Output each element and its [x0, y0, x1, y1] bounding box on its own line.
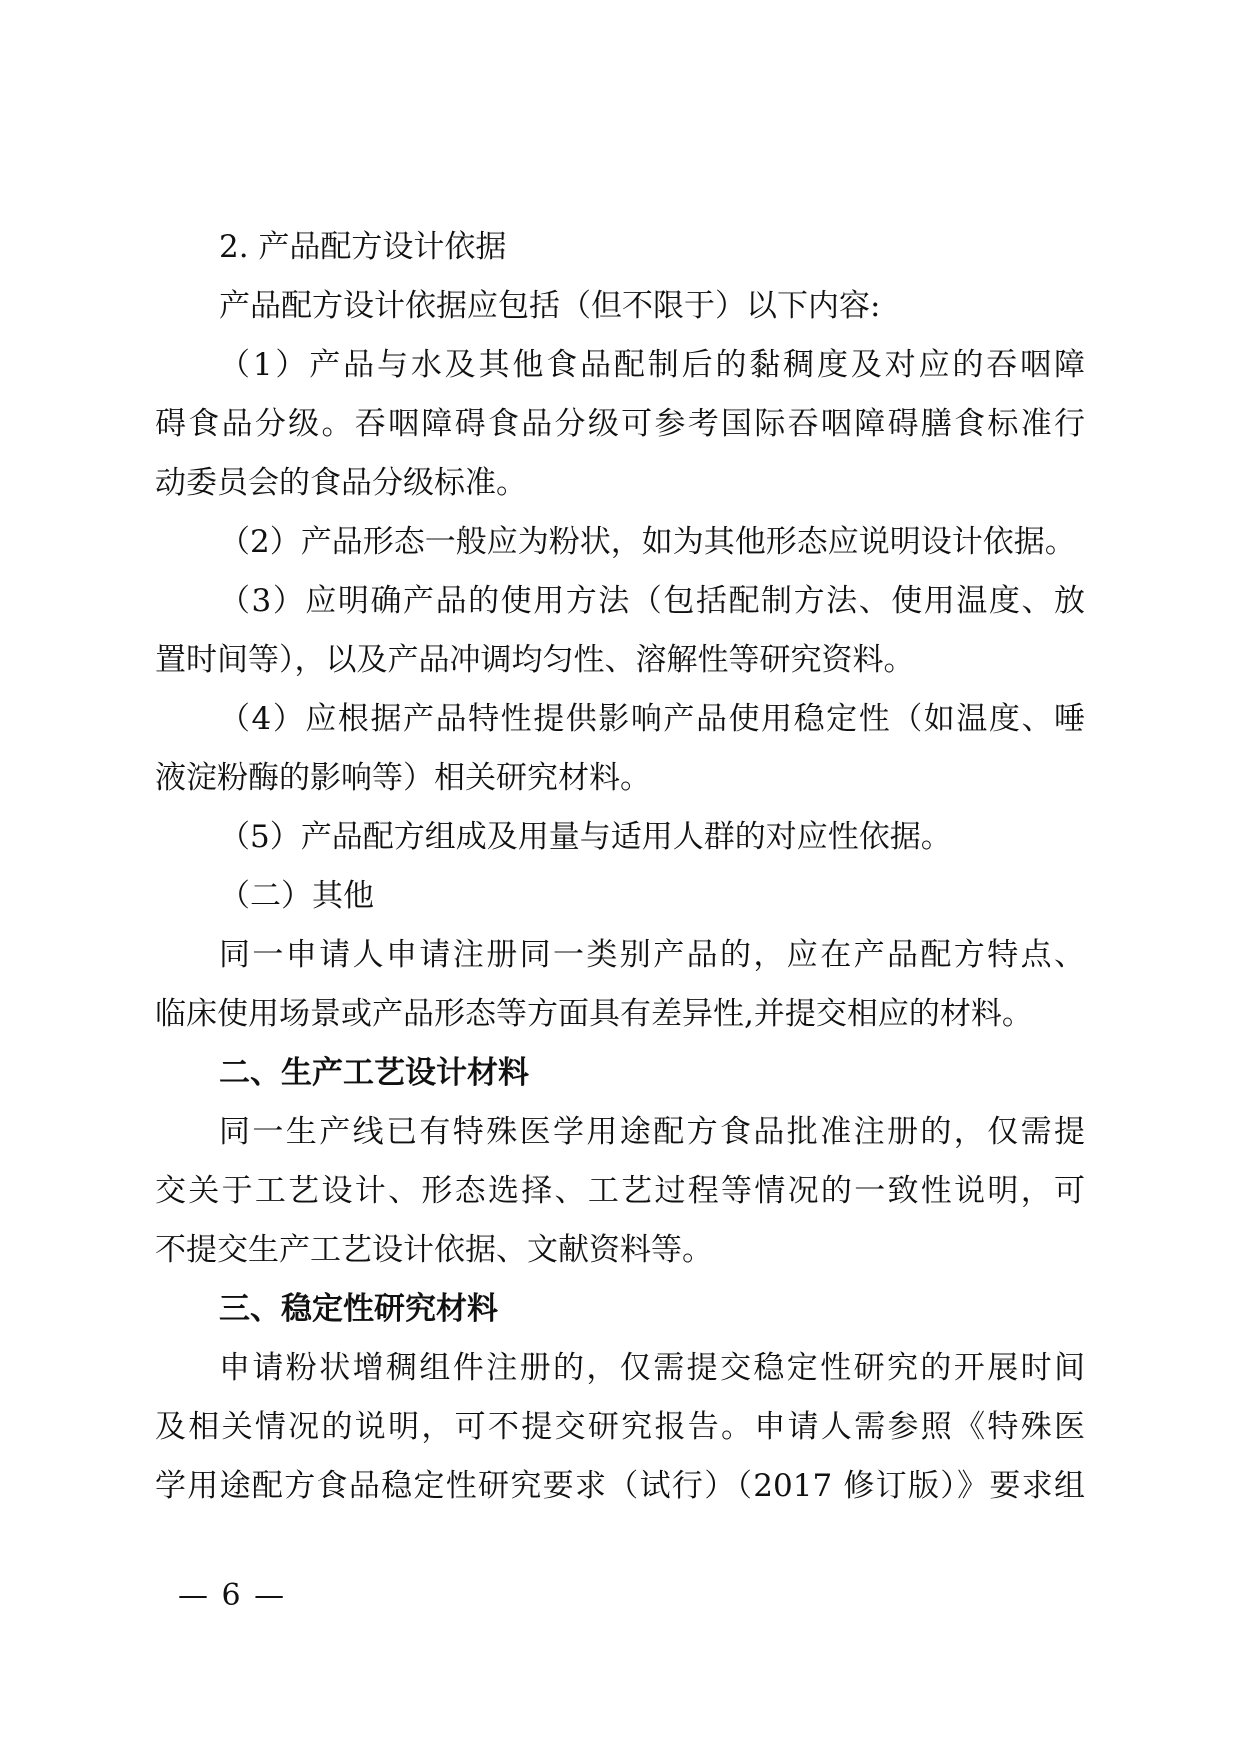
item-5-line-1: （5）产品配方组成及用量与适用人群的对应性依据。 [219, 819, 952, 855]
item-3-line-2: 置时间等），以及产品冲调均匀性、溶解性等研究资料。 [155, 642, 915, 678]
production-body-line-3: 不提交生产工艺设计依据、文献资料等。 [155, 1232, 713, 1268]
item-4-line-2: 液淀粉酶的影响等）相关研究材料。 [155, 760, 651, 796]
other-body-line-2: 临床使用场景或产品形态等方面具有差异性,并提交相应的材料。 [155, 996, 1033, 1032]
intro-paragraph: 产品配方设计依据应包括（但不限于）以下内容: [219, 288, 881, 324]
production-body-line-1: 同一生产线已有特殊医学用途配方食品批准注册的，仅需提 [219, 1114, 1085, 1150]
other-body-line-1: 同一申请人申请注册同一类别产品的，应在产品配方特点、 [219, 937, 1085, 973]
document-page [155, 218, 1085, 1516]
item-4-line-1: （4）应根据产品特性提供影响产品使用稳定性（如温度、唾 [219, 701, 1085, 737]
item-3-line-1: （3）应明确产品的使用方法（包括配制方法、使用温度、放 [219, 583, 1085, 619]
heading-stability-study: 三、稳定性研究材料 [219, 1291, 498, 1327]
page-number: — 6 — [178, 1578, 287, 1613]
section-title: 2. 产品配方设计依据 [219, 229, 507, 265]
other-title: （二）其他 [219, 878, 374, 914]
production-body-line-2: 交关于工艺设计、形态选择、工艺过程等情况的一致性说明，可 [155, 1173, 1085, 1209]
item-2-line-1: （2）产品形态一般应为粉状，如为其他形态应说明设计依据。 [219, 524, 1076, 560]
heading-production-process: 二、生产工艺设计材料 [219, 1055, 529, 1091]
stability-body-line-1: 申请粉状增稠组件注册的，仅需提交稳定性研究的开展时间 [219, 1350, 1085, 1386]
stability-body-line-3: 学用途配方食品稳定性研究要求（试行）（2017 修订版）》要求组 [155, 1468, 1085, 1504]
item-1-line-3: 动委员会的食品分级标准。 [155, 465, 527, 501]
stability-body-line-2: 及相关情况的说明，可不提交研究报告。申请人需参照《特殊医 [155, 1409, 1085, 1445]
item-1-line-1: （1）产品与水及其他食品配制后的黏稠度及对应的吞咽障 [219, 347, 1085, 383]
item-1-line-2: 碍食品分级。吞咽障碍食品分级可参考国际吞咽障碍膳食标准行 [155, 406, 1085, 442]
